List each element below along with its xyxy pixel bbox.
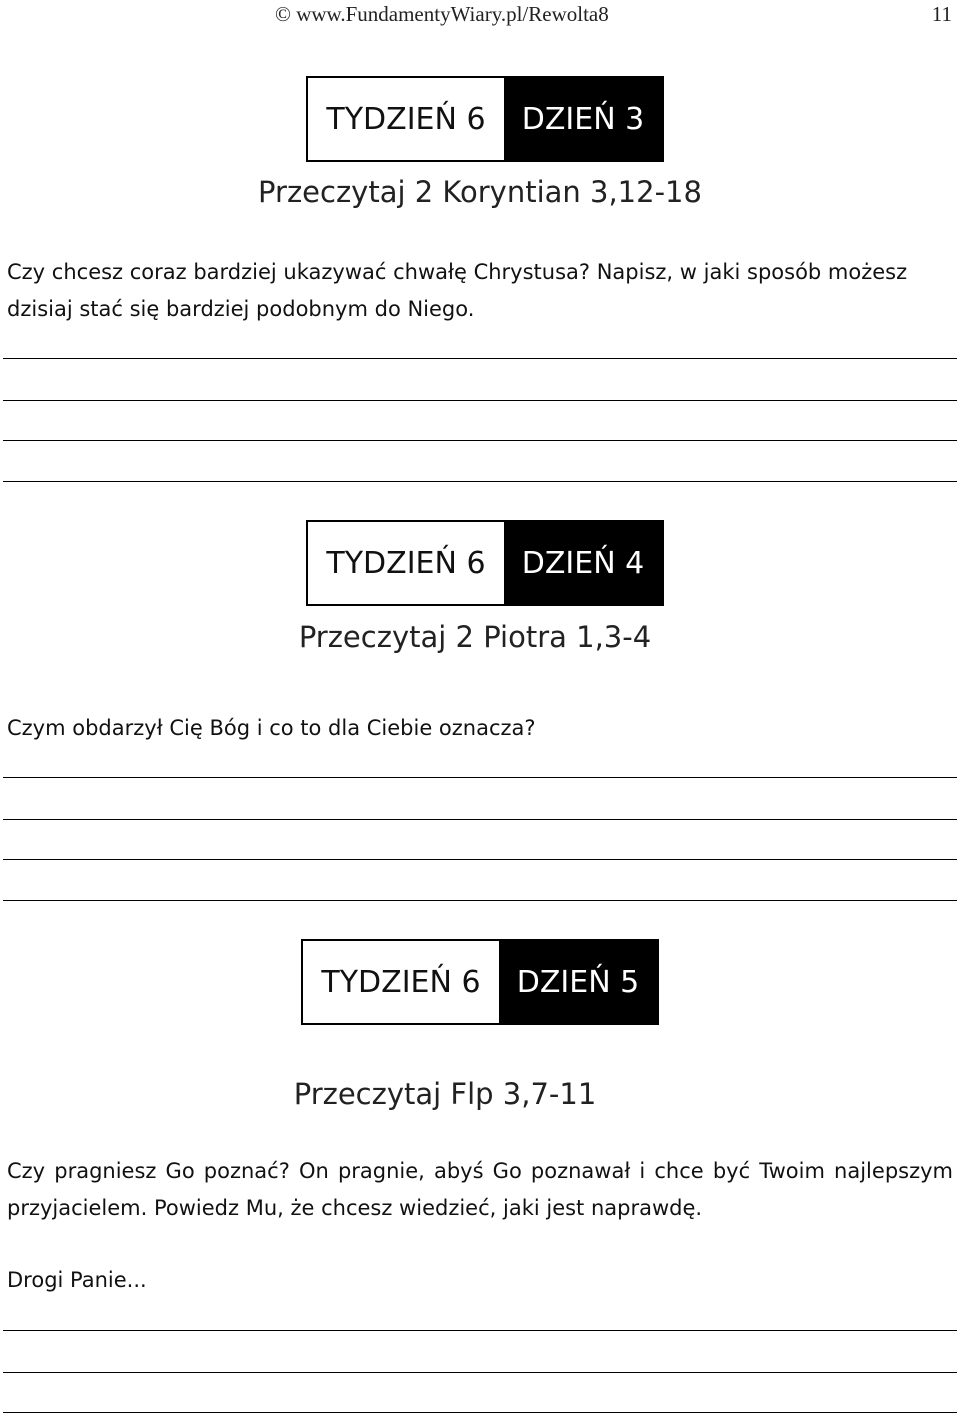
answer-line[interactable] [3,481,957,482]
week-label: TYDZIEŃ 6 [308,522,504,604]
week-label: TYDZIEŃ 6 [308,78,504,160]
reading-reference: Przeczytaj 2 Piotra 1,3-4 [298,620,652,654]
day-label: DZIEŃ 3 [504,78,662,160]
answer-line[interactable] [3,358,957,359]
answer-line[interactable] [3,400,957,401]
reading-reference: Przeczytaj 2 Koryntian 3,12-18 [258,175,702,209]
day-label: DZIEŃ 5 [499,941,657,1023]
answer-line[interactable] [3,777,957,778]
day-label: DZIEŃ 4 [504,522,662,604]
answer-line[interactable] [3,1372,957,1373]
page-header [0,2,960,26]
day-badge-4 [306,520,664,606]
prayer-prompt: Drogi Panie... [7,1268,147,1292]
question-text: Czym obdarzył Cię Bóg i co to dla Ciebie oznacza? [7,716,536,740]
question-text: Czy pragniesz Go poznać? On pragnie, abyś Go poznawał i chce być Twoim najlepszym przyjacielem. Powiedz Mu, że chcesz wiedzieć, jaki jest naprawdę. [7,1159,953,1220]
site-url: © www.FundamentyWiary.pl/Rewolta8 [275,2,609,26]
page-number: 11 [931,2,952,26]
answer-line[interactable] [3,819,957,820]
answer-line[interactable] [3,1412,957,1413]
reading-reference: Przeczytaj Flp 3,7-11 [293,1077,597,1111]
day-badge-5 [301,939,659,1025]
day-badge-3 [306,76,664,162]
week-label: TYDZIEŃ 6 [303,941,499,1023]
question-text: Czy chcesz coraz bardziej ukazywać chwałę Chrystusa? Napisz, w jaki sposób możesz dzisiaj stać się bardziej podobnym do Niego. [7,260,908,321]
answer-line[interactable] [3,1330,957,1331]
answer-line[interactable] [3,859,957,860]
answer-line[interactable] [3,900,957,901]
answer-line[interactable] [3,440,957,441]
